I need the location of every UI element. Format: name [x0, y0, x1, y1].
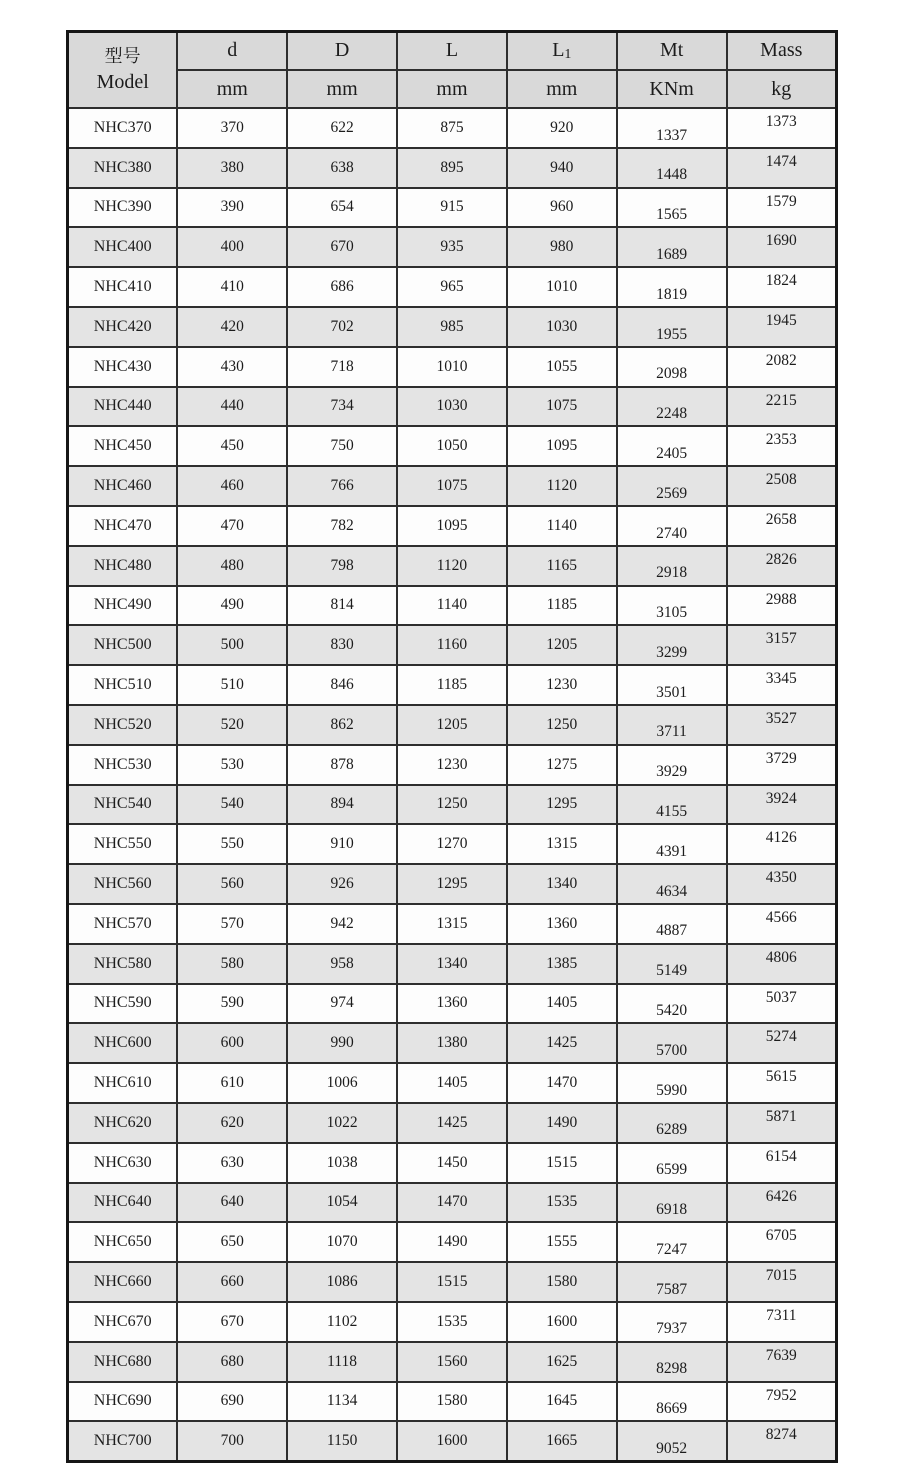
cell-Mass: 1945	[727, 307, 837, 347]
cell-D: 1054	[287, 1183, 397, 1223]
cell-model: NHC400	[68, 227, 178, 267]
cell-model: NHC650	[68, 1222, 178, 1262]
cell-D: 638	[287, 148, 397, 188]
cell-Mt: 1448	[617, 148, 727, 188]
table-row	[68, 1063, 837, 1103]
cell-D: 798	[287, 546, 397, 586]
cell-Mt: 5149	[617, 944, 727, 984]
cell-d: 630	[177, 1143, 287, 1183]
cell-D: 846	[287, 665, 397, 705]
cell-D: 990	[287, 1023, 397, 1063]
table-body	[68, 108, 837, 1462]
cell-Mt: 2098	[617, 347, 727, 387]
table-row	[68, 108, 837, 148]
cell-d: 680	[177, 1342, 287, 1382]
table-row	[68, 1382, 837, 1422]
cell-d: 590	[177, 984, 287, 1024]
cell-d: 670	[177, 1302, 287, 1342]
cell-d: 370	[177, 108, 287, 148]
cell-model: NHC630	[68, 1143, 178, 1183]
cell-L: 1490	[397, 1222, 507, 1262]
cell-Mass: 1690	[727, 227, 837, 267]
cell-L: 985	[397, 307, 507, 347]
header-model-zh: 型号	[104, 46, 141, 67]
cell-L: 1050	[397, 426, 507, 466]
cell-model: NHC420	[68, 307, 178, 347]
table-row	[68, 307, 837, 347]
cell-L: 1340	[397, 944, 507, 984]
cell-d: 430	[177, 347, 287, 387]
cell-L: 1030	[397, 387, 507, 427]
cell-L: 1185	[397, 665, 507, 705]
table-row	[68, 944, 837, 984]
cell-d: 440	[177, 387, 287, 427]
table-row	[68, 705, 837, 745]
cell-model: NHC640	[68, 1183, 178, 1223]
cell-Mass: 2988	[727, 586, 837, 626]
cell-D: 734	[287, 387, 397, 427]
cell-D: 782	[287, 506, 397, 546]
spec-table	[66, 30, 838, 1463]
cell-D: 1102	[287, 1302, 397, 1342]
cell-L: 1360	[397, 984, 507, 1024]
table-row	[68, 546, 837, 586]
cell-model: NHC690	[68, 1382, 178, 1422]
cell-L1: 1515	[507, 1143, 617, 1183]
table-row	[68, 267, 837, 307]
header-unit-row	[68, 70, 837, 108]
header-unit-L1: mm	[507, 70, 617, 108]
cell-Mass: 7311	[727, 1302, 837, 1342]
cell-Mass: 1824	[727, 267, 837, 307]
cell-L1: 1055	[507, 347, 617, 387]
cell-L: 935	[397, 227, 507, 267]
table-row	[68, 1302, 837, 1342]
cell-L1: 1625	[507, 1342, 617, 1382]
cell-Mass: 4350	[727, 864, 837, 904]
cell-D: 750	[287, 426, 397, 466]
header-col-d: d	[177, 32, 287, 71]
cell-d: 640	[177, 1183, 287, 1223]
cell-d: 510	[177, 665, 287, 705]
cell-Mt: 1337	[617, 108, 727, 148]
cell-L1: 1010	[507, 267, 617, 307]
cell-Mass: 2508	[727, 466, 837, 506]
cell-D: 1118	[287, 1342, 397, 1382]
cell-D: 718	[287, 347, 397, 387]
cell-D: 878	[287, 745, 397, 785]
table-row	[68, 506, 837, 546]
cell-L1: 1340	[507, 864, 617, 904]
table-row	[68, 188, 837, 228]
cell-model: NHC540	[68, 785, 178, 825]
cell-Mass: 3345	[727, 665, 837, 705]
cell-Mass: 7952	[727, 1382, 837, 1422]
cell-L1: 1555	[507, 1222, 617, 1262]
cell-D: 814	[287, 586, 397, 626]
table-row	[68, 227, 837, 267]
cell-Mt: 3501	[617, 665, 727, 705]
cell-d: 460	[177, 466, 287, 506]
cell-Mt: 2740	[617, 506, 727, 546]
table-row	[68, 824, 837, 864]
cell-Mass: 5037	[727, 984, 837, 1024]
cell-d: 540	[177, 785, 287, 825]
cell-model: NHC680	[68, 1342, 178, 1382]
cell-d: 390	[177, 188, 287, 228]
cell-L: 1425	[397, 1103, 507, 1143]
cell-D: 686	[287, 267, 397, 307]
cell-Mt: 1565	[617, 188, 727, 228]
cell-L1: 1425	[507, 1023, 617, 1063]
cell-Mt: 8298	[617, 1342, 727, 1382]
cell-Mt: 4155	[617, 785, 727, 825]
table-row	[68, 625, 837, 665]
table-row	[68, 426, 837, 466]
cell-d: 550	[177, 824, 287, 864]
cell-D: 862	[287, 705, 397, 745]
cell-D: 1022	[287, 1103, 397, 1143]
cell-Mt: 7937	[617, 1302, 727, 1342]
cell-d: 600	[177, 1023, 287, 1063]
cell-Mass: 5274	[727, 1023, 837, 1063]
header-col-Mt: Mt	[617, 32, 727, 71]
header-unit-Mt: KNm	[617, 70, 727, 108]
cell-L1: 1360	[507, 904, 617, 944]
cell-model: NHC600	[68, 1023, 178, 1063]
cell-d: 690	[177, 1382, 287, 1422]
table-row	[68, 1262, 837, 1302]
header-unit-d: mm	[177, 70, 287, 108]
cell-L1: 1030	[507, 307, 617, 347]
cell-L1: 1120	[507, 466, 617, 506]
cell-D: 670	[287, 227, 397, 267]
cell-model: NHC410	[68, 267, 178, 307]
cell-d: 620	[177, 1103, 287, 1143]
cell-D: 926	[287, 864, 397, 904]
cell-L1: 1230	[507, 665, 617, 705]
cell-D: 1086	[287, 1262, 397, 1302]
cell-Mass: 2826	[727, 546, 837, 586]
cell-L: 1270	[397, 824, 507, 864]
cell-Mass: 3527	[727, 705, 837, 745]
cell-D: 1134	[287, 1382, 397, 1422]
cell-L1: 1405	[507, 984, 617, 1024]
cell-Mt: 3711	[617, 705, 727, 745]
cell-L: 1315	[397, 904, 507, 944]
cell-Mass: 4566	[727, 904, 837, 944]
cell-d: 560	[177, 864, 287, 904]
cell-Mass: 1373	[727, 108, 837, 148]
cell-d: 410	[177, 267, 287, 307]
cell-Mt: 8669	[617, 1382, 727, 1422]
cell-Mt: 3299	[617, 625, 727, 665]
cell-L: 1380	[397, 1023, 507, 1063]
table-row	[68, 1342, 837, 1382]
cell-Mt: 9052	[617, 1421, 727, 1461]
cell-Mt: 3929	[617, 745, 727, 785]
cell-Mass: 2353	[727, 426, 837, 466]
cell-Mt: 5700	[617, 1023, 727, 1063]
header-unit-Mass: kg	[727, 70, 837, 108]
cell-L1: 1385	[507, 944, 617, 984]
cell-L1: 1095	[507, 426, 617, 466]
cell-L1: 920	[507, 108, 617, 148]
cell-model: NHC430	[68, 347, 178, 387]
cell-L1: 1315	[507, 824, 617, 864]
cell-d: 650	[177, 1222, 287, 1262]
cell-d: 480	[177, 546, 287, 586]
cell-Mt: 4887	[617, 904, 727, 944]
header-model-en: Model	[96, 70, 149, 93]
cell-L1: 980	[507, 227, 617, 267]
table-row	[68, 785, 837, 825]
cell-L1: 1645	[507, 1382, 617, 1422]
cell-Mt: 6599	[617, 1143, 727, 1183]
cell-Mass: 6154	[727, 1143, 837, 1183]
cell-Mt: 4391	[617, 824, 727, 864]
header-col-D: D	[287, 32, 397, 71]
cell-model: NHC500	[68, 625, 178, 665]
cell-L: 1470	[397, 1183, 507, 1223]
cell-Mass: 5871	[727, 1103, 837, 1143]
table-row	[68, 984, 837, 1024]
cell-Mass: 7639	[727, 1342, 837, 1382]
header-unit-D: mm	[287, 70, 397, 108]
cell-Mt: 2248	[617, 387, 727, 427]
cell-Mt: 2405	[617, 426, 727, 466]
cell-L: 875	[397, 108, 507, 148]
cell-L: 1295	[397, 864, 507, 904]
cell-L: 1515	[397, 1262, 507, 1302]
cell-d: 660	[177, 1262, 287, 1302]
cell-d: 420	[177, 307, 287, 347]
cell-Mass: 2082	[727, 347, 837, 387]
cell-Mass: 4806	[727, 944, 837, 984]
cell-Mass: 3157	[727, 625, 837, 665]
cell-model: NHC670	[68, 1302, 178, 1342]
cell-L: 1535	[397, 1302, 507, 1342]
cell-d: 400	[177, 227, 287, 267]
cell-L1: 1535	[507, 1183, 617, 1223]
cell-Mass: 1474	[727, 148, 837, 188]
cell-d: 580	[177, 944, 287, 984]
cell-D: 1070	[287, 1222, 397, 1262]
cell-Mass: 5615	[727, 1063, 837, 1103]
cell-Mass: 8274	[727, 1421, 837, 1461]
cell-L1: 1205	[507, 625, 617, 665]
cell-d: 500	[177, 625, 287, 665]
table-row	[68, 466, 837, 506]
cell-L1: 1185	[507, 586, 617, 626]
cell-model: NHC490	[68, 586, 178, 626]
header-title-row	[68, 32, 837, 71]
cell-D: 974	[287, 984, 397, 1024]
table-row	[68, 1183, 837, 1223]
cell-Mass: 3924	[727, 785, 837, 825]
cell-L1: 1140	[507, 506, 617, 546]
cell-L: 1580	[397, 1382, 507, 1422]
cell-Mt: 6289	[617, 1103, 727, 1143]
cell-model: NHC480	[68, 546, 178, 586]
cell-Mt: 1819	[617, 267, 727, 307]
cell-d: 570	[177, 904, 287, 944]
cell-Mt: 6918	[617, 1183, 727, 1223]
table-row	[68, 665, 837, 705]
cell-Mt: 5990	[617, 1063, 727, 1103]
cell-D: 894	[287, 785, 397, 825]
cell-Mass: 3729	[727, 745, 837, 785]
table-row	[68, 904, 837, 944]
cell-L1: 960	[507, 188, 617, 228]
cell-Mass: 1579	[727, 188, 837, 228]
header-col-Mass: Mass	[727, 32, 837, 71]
cell-L: 1405	[397, 1063, 507, 1103]
cell-model: NHC460	[68, 466, 178, 506]
cell-d: 520	[177, 705, 287, 745]
cell-L: 1205	[397, 705, 507, 745]
cell-D: 766	[287, 466, 397, 506]
cell-d: 450	[177, 426, 287, 466]
cell-L1: 1275	[507, 745, 617, 785]
cell-model: NHC450	[68, 426, 178, 466]
table-row	[68, 864, 837, 904]
cell-L1: 1580	[507, 1262, 617, 1302]
cell-L: 1600	[397, 1421, 507, 1461]
cell-Mt: 1955	[617, 307, 727, 347]
table-row	[68, 586, 837, 626]
table-header	[68, 32, 837, 109]
cell-L: 915	[397, 188, 507, 228]
cell-L: 1250	[397, 785, 507, 825]
cell-model: NHC530	[68, 745, 178, 785]
table-row	[68, 1023, 837, 1063]
cell-model: NHC610	[68, 1063, 178, 1103]
cell-L1: 1665	[507, 1421, 617, 1461]
header-model	[68, 32, 178, 109]
cell-d: 470	[177, 506, 287, 546]
cell-Mt: 7247	[617, 1222, 727, 1262]
cell-model: NHC590	[68, 984, 178, 1024]
cell-L: 1560	[397, 1342, 507, 1382]
table-row	[68, 745, 837, 785]
cell-Mt: 1689	[617, 227, 727, 267]
header-col-L: L	[397, 32, 507, 71]
table-row	[68, 347, 837, 387]
table-row	[68, 1222, 837, 1262]
cell-L: 965	[397, 267, 507, 307]
cell-L1: 1295	[507, 785, 617, 825]
cell-D: 622	[287, 108, 397, 148]
cell-L: 1075	[397, 466, 507, 506]
cell-D: 1006	[287, 1063, 397, 1103]
cell-d: 380	[177, 148, 287, 188]
table-row	[68, 1103, 837, 1143]
cell-D: 1038	[287, 1143, 397, 1183]
cell-L1: 1470	[507, 1063, 617, 1103]
cell-L1: 940	[507, 148, 617, 188]
cell-D: 910	[287, 824, 397, 864]
cell-Mass: 7015	[727, 1262, 837, 1302]
cell-Mass: 6426	[727, 1183, 837, 1223]
cell-d: 490	[177, 586, 287, 626]
cell-D: 958	[287, 944, 397, 984]
cell-L1: 1600	[507, 1302, 617, 1342]
cell-L1: 1250	[507, 705, 617, 745]
cell-Mt: 2569	[617, 466, 727, 506]
cell-model: NHC660	[68, 1262, 178, 1302]
cell-model: NHC440	[68, 387, 178, 427]
cell-model: NHC580	[68, 944, 178, 984]
cell-Mt: 2918	[617, 546, 727, 586]
cell-model: NHC390	[68, 188, 178, 228]
cell-Mass: 2658	[727, 506, 837, 546]
cell-Mt: 5420	[617, 984, 727, 1024]
cell-Mass: 2215	[727, 387, 837, 427]
cell-D: 830	[287, 625, 397, 665]
cell-d: 610	[177, 1063, 287, 1103]
cell-D: 1150	[287, 1421, 397, 1461]
cell-L1: 1490	[507, 1103, 617, 1143]
cell-L: 895	[397, 148, 507, 188]
table-row	[68, 1143, 837, 1183]
cell-L: 1230	[397, 745, 507, 785]
cell-model: NHC560	[68, 864, 178, 904]
cell-model: NHC510	[68, 665, 178, 705]
cell-L: 1010	[397, 347, 507, 387]
cell-D: 654	[287, 188, 397, 228]
header-unit-L: mm	[397, 70, 507, 108]
cell-model: NHC700	[68, 1421, 178, 1461]
cell-model: NHC370	[68, 108, 178, 148]
cell-Mt: 3105	[617, 586, 727, 626]
cell-model: NHC520	[68, 705, 178, 745]
cell-L: 1120	[397, 546, 507, 586]
cell-L: 1160	[397, 625, 507, 665]
cell-Mass: 4126	[727, 824, 837, 864]
table-row	[68, 387, 837, 427]
cell-model: NHC570	[68, 904, 178, 944]
cell-L: 1450	[397, 1143, 507, 1183]
cell-d: 530	[177, 745, 287, 785]
header-col-L1: L1	[507, 32, 617, 71]
cell-L1: 1165	[507, 546, 617, 586]
cell-Mt: 7587	[617, 1262, 727, 1302]
cell-d: 700	[177, 1421, 287, 1461]
table-row	[68, 1421, 837, 1461]
cell-L: 1140	[397, 586, 507, 626]
cell-D: 942	[287, 904, 397, 944]
cell-Mt: 4634	[617, 864, 727, 904]
cell-model: NHC380	[68, 148, 178, 188]
table-row	[68, 148, 837, 188]
cell-Mass: 6705	[727, 1222, 837, 1262]
cell-model: NHC470	[68, 506, 178, 546]
cell-model: NHC550	[68, 824, 178, 864]
cell-D: 702	[287, 307, 397, 347]
cell-L1: 1075	[507, 387, 617, 427]
cell-L: 1095	[397, 506, 507, 546]
cell-model: NHC620	[68, 1103, 178, 1143]
